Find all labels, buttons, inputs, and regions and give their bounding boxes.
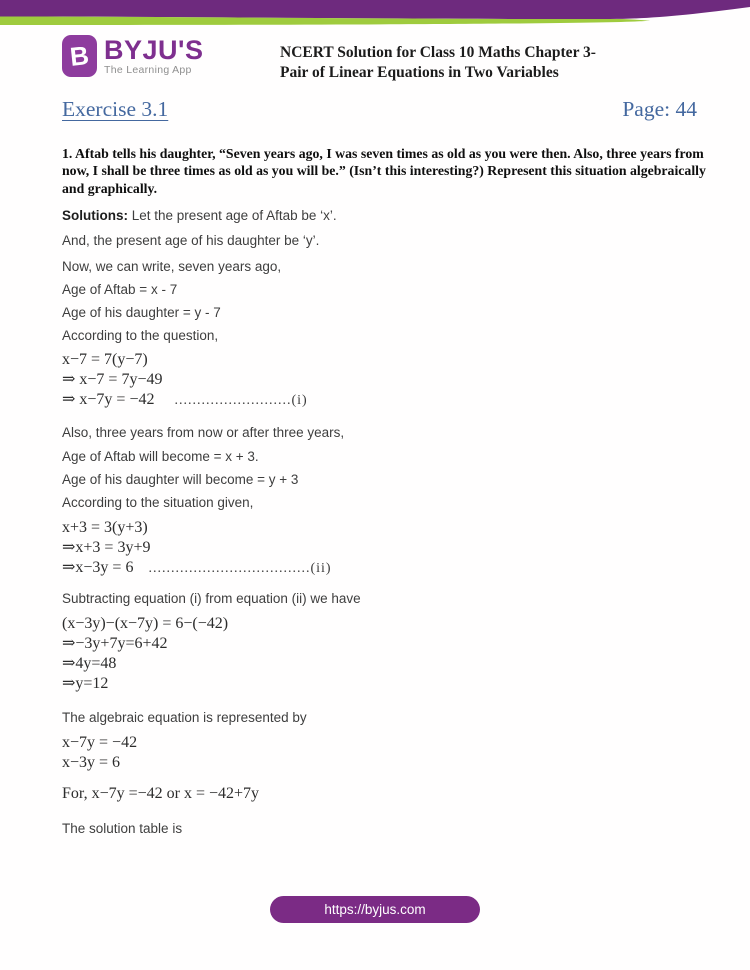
equation-line: ⇒y=12 (62, 675, 109, 692)
page-number-label: Page: 44 (622, 97, 697, 121)
brand-tagline: The Learning App (104, 64, 192, 76)
solution-paragraph: The solution table is (62, 821, 183, 836)
swoosh-purple-band (0, 0, 750, 19)
exercise-link[interactable]: Exercise 3.1 (62, 97, 169, 121)
equation-block-3 (62, 614, 712, 694)
solutions-label: Solutions: (62, 208, 128, 223)
solution-body (62, 207, 712, 837)
equation-line: x−7y = −42 (62, 734, 138, 751)
byjus-logo (62, 35, 203, 77)
solution-paragraph: Also, three years from now or after three years, (62, 425, 345, 440)
equation-line: ⇒4y=48 (62, 655, 117, 672)
equation-line (62, 390, 712, 411)
equation-line: ⇒−3y+7y=6+42 (62, 635, 168, 652)
brand-name: BYJU'S (104, 35, 204, 65)
solution-paragraph: The algebraic equation is represented by (62, 710, 307, 725)
equation-lhs: ⇒x−3y = 6 (62, 559, 134, 576)
solution-paragraph: Age of his daughter will become = y + 3 (62, 472, 299, 487)
equation-block-4 (62, 733, 712, 773)
exercise-page-row (62, 97, 697, 122)
equation-line (62, 558, 712, 579)
solution-intro: Let the present age of Aftab be ‘x’. (131, 208, 337, 223)
equation-line-for: For, x−7y =−42 or x = −42+7y (62, 785, 260, 802)
solution-paragraph: And, the present age of his daughter be ‘y’. (62, 233, 320, 248)
equation-block-1 (62, 350, 712, 411)
question-text: 1. Aftab tells his daughter, “Seven years ago, I was seven times as old as you were then. Also, three years from now, I shall be three times as old as you will be.” (Isn’t this interesting?) Represent this situation algebraically and graphically. (62, 146, 706, 196)
footer-url-pill[interactable] (270, 896, 480, 923)
equation-line: (x−3y)−(x−7y) = 6−(−42) (62, 615, 229, 632)
solution-paragraph: Age of Aftab will become = x + 3. (62, 449, 259, 464)
equation-line: ⇒ x−7 = 7y−49 (62, 371, 163, 388)
byjus-logo-icon (62, 35, 97, 77)
document-title-line2: Pair of Linear Equations in Two Variables (280, 63, 559, 81)
document-title-line1: NCERT Solution for Class 10 Maths Chapter 3- (280, 44, 596, 61)
solution-paragraph: According to the situation given, (62, 495, 254, 510)
solution-paragraph: Now, we can write, seven years ago, (62, 259, 282, 274)
equation-lhs: ⇒ x−7y = −42 (62, 391, 155, 408)
equation-block-2 (62, 518, 712, 579)
solution-paragraph: Age of his daughter = y - 7 (62, 305, 221, 320)
header-swoosh (0, 0, 750, 30)
equation-line: x−3y = 6 (62, 754, 121, 771)
dotted-leader-i: ..........................(i) (174, 393, 308, 408)
solution-paragraph: Age of Aftab = x - 7 (62, 282, 178, 297)
logo-text (104, 35, 203, 76)
equation-line: x−7 = 7(y−7) (62, 351, 148, 368)
solution-intro-line (62, 207, 712, 224)
equation-line: x+3 = 3(y+3) (62, 519, 148, 536)
logo-b-glyph: B (68, 40, 91, 72)
document-title (280, 43, 700, 82)
footer-url-text: https://byjus.com (324, 902, 426, 917)
solution-paragraph: According to the question, (62, 328, 219, 343)
dotted-leader-ii: ....................................(ii) (148, 561, 332, 576)
solution-paragraph: Subtracting equation (i) from equation (ii) we have (62, 591, 361, 606)
equation-line: ⇒x+3 = 3y+9 (62, 539, 151, 556)
